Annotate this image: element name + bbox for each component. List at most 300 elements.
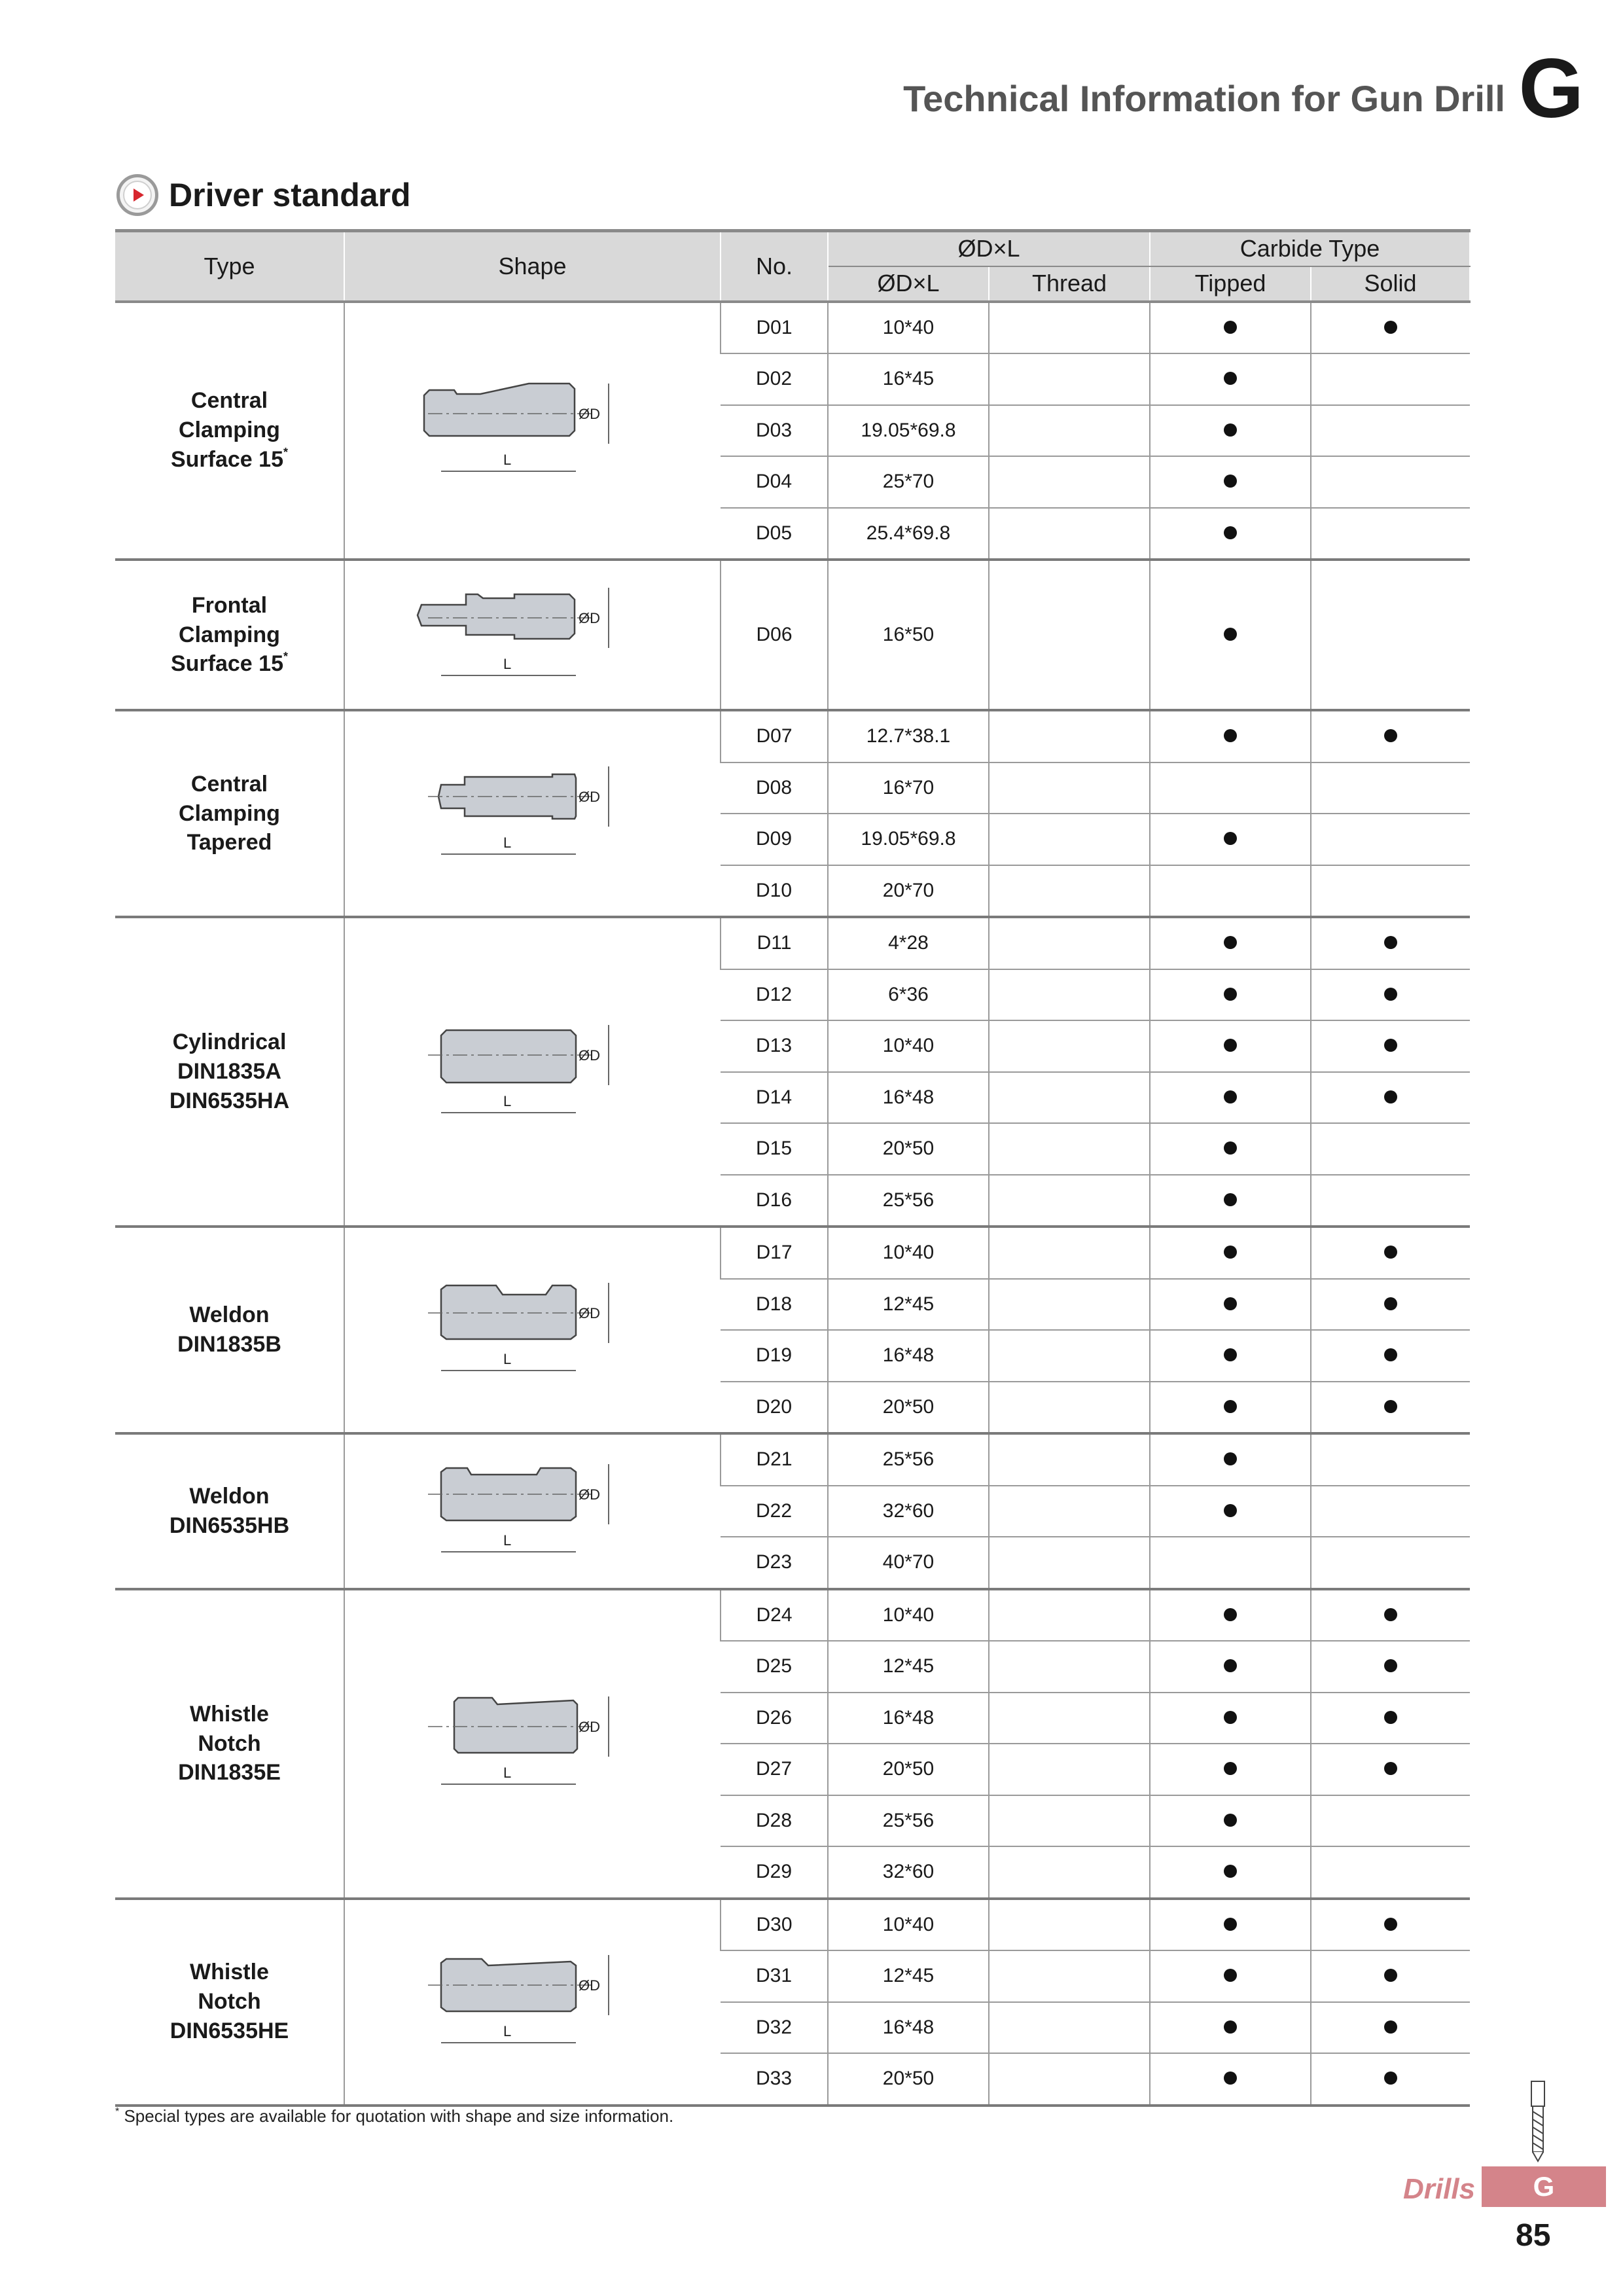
diameter-label: ØD bbox=[578, 1305, 600, 1321]
part-number-cell: D28 bbox=[721, 1795, 828, 1847]
type-label-line: DIN1835E bbox=[178, 1760, 281, 1785]
diameter-label: ØD bbox=[578, 789, 600, 805]
table-row bbox=[115, 917, 1470, 969]
driver-shape-diagram bbox=[415, 376, 651, 480]
solid-cell bbox=[1311, 1227, 1470, 1279]
type-cell bbox=[115, 1589, 344, 1899]
part-number-cell: D27 bbox=[721, 1744, 828, 1795]
footnote-marker: * bbox=[115, 2106, 120, 2117]
availability-dot-icon bbox=[1224, 832, 1237, 845]
availability-dot-icon bbox=[1224, 475, 1237, 488]
part-number-cell: D25 bbox=[721, 1641, 828, 1693]
availability-dot-icon bbox=[1224, 988, 1237, 1001]
dimension-cell: 19.05*69.8 bbox=[828, 405, 989, 457]
solid-cell bbox=[1311, 1020, 1470, 1072]
solid-cell bbox=[1311, 508, 1470, 560]
thread-cell bbox=[989, 1072, 1150, 1124]
thread-cell bbox=[989, 2053, 1150, 2106]
thread-cell bbox=[989, 1486, 1150, 1537]
type-label-line: Tapered bbox=[187, 830, 272, 855]
thread-cell bbox=[989, 1123, 1150, 1175]
type-label-line: DIN6535HE bbox=[169, 2018, 289, 2043]
availability-dot-icon bbox=[1224, 1141, 1237, 1155]
availability-dot-icon bbox=[1384, 1608, 1397, 1621]
thread-cell bbox=[989, 405, 1150, 457]
type-label-line: Clamping bbox=[179, 800, 280, 826]
tipped-cell bbox=[1150, 456, 1311, 508]
solid-cell bbox=[1311, 456, 1470, 508]
table-row bbox=[115, 1227, 1470, 1279]
dimension-cell: 12*45 bbox=[828, 1641, 989, 1693]
part-number-cell: D15 bbox=[721, 1123, 828, 1175]
table-row bbox=[115, 302, 1470, 354]
solid-cell bbox=[1311, 814, 1470, 865]
driver-body-outline bbox=[441, 1285, 576, 1339]
shape-cell bbox=[344, 1589, 721, 1899]
availability-dot-icon bbox=[1384, 1969, 1397, 1982]
dimension-cell: 10*40 bbox=[828, 1020, 989, 1072]
length-label: L bbox=[503, 1351, 511, 1367]
dimension-cell: 12.7*38.1 bbox=[828, 710, 989, 762]
part-number-cell: D17 bbox=[721, 1227, 828, 1279]
thread-cell bbox=[989, 508, 1150, 560]
availability-dot-icon bbox=[1224, 372, 1237, 385]
part-number-cell: D26 bbox=[721, 1693, 828, 1744]
footnote-marker: * bbox=[283, 650, 288, 664]
part-number-cell: D07 bbox=[721, 710, 828, 762]
tipped-cell bbox=[1150, 2002, 1311, 2054]
availability-dot-icon bbox=[1224, 1297, 1237, 1310]
availability-dot-icon bbox=[1224, 1814, 1237, 1827]
header-dxl: ØD×L bbox=[828, 266, 989, 302]
solid-cell bbox=[1311, 917, 1470, 969]
availability-dot-icon bbox=[1384, 1246, 1397, 1259]
thread-cell bbox=[989, 353, 1150, 405]
tipped-cell bbox=[1150, 1846, 1311, 1899]
part-number-cell: D09 bbox=[721, 814, 828, 865]
solid-cell bbox=[1311, 1486, 1470, 1537]
footnote-text: Special types are available for quotation with shape and size information. bbox=[119, 2106, 674, 2126]
header-no: No. bbox=[721, 231, 828, 302]
thread-cell bbox=[989, 1589, 1150, 1641]
thread-cell bbox=[989, 917, 1150, 969]
length-label: L bbox=[503, 1092, 511, 1109]
part-number-cell: D29 bbox=[721, 1846, 828, 1899]
solid-cell bbox=[1311, 1589, 1470, 1641]
section-title: Driver standard bbox=[169, 177, 411, 213]
diameter-label: ØD bbox=[578, 610, 600, 626]
thread-cell bbox=[989, 1899, 1150, 1951]
solid-cell bbox=[1311, 1744, 1470, 1795]
solid-cell bbox=[1311, 1537, 1470, 1589]
part-number-cell: D02 bbox=[721, 353, 828, 405]
shape-cell bbox=[344, 560, 721, 710]
part-number-cell: D11 bbox=[721, 917, 828, 969]
availability-dot-icon bbox=[1224, 1504, 1237, 1517]
dimension-cell: 20*70 bbox=[828, 865, 989, 918]
type-label-line: Weldon bbox=[189, 1483, 270, 1509]
tipped-cell bbox=[1150, 762, 1311, 814]
driver-shape-diagram bbox=[415, 580, 651, 685]
availability-dot-icon bbox=[1384, 1039, 1397, 1052]
availability-dot-icon bbox=[1384, 1090, 1397, 1103]
table-row bbox=[115, 710, 1470, 762]
availability-dot-icon bbox=[1384, 729, 1397, 742]
part-number-cell: D18 bbox=[721, 1279, 828, 1331]
diameter-label: ØD bbox=[578, 1486, 600, 1503]
solid-cell bbox=[1311, 1330, 1470, 1382]
solid-cell bbox=[1311, 1641, 1470, 1693]
part-number-cell: D14 bbox=[721, 1072, 828, 1124]
length-label: L bbox=[503, 834, 511, 851]
driver-body-outline bbox=[454, 1698, 577, 1753]
header-thread: Thread bbox=[989, 266, 1150, 302]
availability-dot-icon bbox=[1384, 1918, 1397, 1931]
availability-dot-icon bbox=[1224, 1348, 1237, 1361]
tipped-cell bbox=[1150, 1330, 1311, 1382]
thread-cell bbox=[989, 1846, 1150, 1899]
dimension-cell: 40*70 bbox=[828, 1537, 989, 1589]
availability-dot-icon bbox=[1224, 1918, 1237, 1931]
type-label-line: Weldon bbox=[189, 1302, 270, 1328]
solid-cell bbox=[1311, 1846, 1470, 1899]
tipped-cell bbox=[1150, 1227, 1311, 1279]
dimension-cell: 16*45 bbox=[828, 353, 989, 405]
type-label-line: Notch bbox=[198, 1731, 261, 1756]
tipped-cell bbox=[1150, 1123, 1311, 1175]
footer-chapter-tab: G bbox=[1482, 2166, 1606, 2207]
solid-cell bbox=[1311, 1382, 1470, 1434]
part-number-cell: D03 bbox=[721, 405, 828, 457]
solid-cell bbox=[1311, 1899, 1470, 1951]
availability-dot-icon bbox=[1224, 1246, 1237, 1259]
type-cell bbox=[115, 917, 344, 1227]
solid-cell bbox=[1311, 969, 1470, 1021]
type-label-line: Clamping bbox=[179, 418, 280, 443]
type-label-line: Cylindrical bbox=[172, 1030, 287, 1055]
table-row bbox=[115, 1899, 1470, 1951]
table-row bbox=[115, 560, 1470, 710]
driver-body-outline bbox=[418, 594, 575, 639]
availability-dot-icon bbox=[1384, 988, 1397, 1001]
driver-shape-diagram bbox=[415, 1456, 651, 1561]
availability-dot-icon bbox=[1224, 628, 1237, 641]
shape-cell bbox=[344, 1227, 721, 1433]
thread-cell bbox=[989, 1744, 1150, 1795]
type-label-line: DIN6535HB bbox=[169, 1513, 290, 1538]
part-number-cell: D13 bbox=[721, 1020, 828, 1072]
type-cell bbox=[115, 1433, 344, 1589]
availability-dot-icon bbox=[1224, 321, 1237, 334]
thread-cell bbox=[989, 865, 1150, 918]
type-cell bbox=[115, 302, 344, 560]
type-cell bbox=[115, 710, 344, 917]
part-number-cell: D01 bbox=[721, 302, 828, 354]
header-type: Type bbox=[115, 231, 344, 302]
availability-dot-icon bbox=[1224, 1711, 1237, 1724]
tipped-cell bbox=[1150, 1693, 1311, 1744]
tipped-cell bbox=[1150, 1175, 1311, 1227]
availability-dot-icon bbox=[1384, 1711, 1397, 1724]
table-body bbox=[115, 302, 1470, 2106]
shape-cell bbox=[344, 302, 721, 560]
shape-cell bbox=[344, 1899, 721, 2106]
solid-cell bbox=[1311, 865, 1470, 918]
solid-cell bbox=[1311, 1072, 1470, 1124]
dimension-cell: 4*28 bbox=[828, 917, 989, 969]
tipped-cell bbox=[1150, 814, 1311, 865]
thread-cell bbox=[989, 1175, 1150, 1227]
type-label-line: Clamping bbox=[179, 622, 280, 647]
tipped-cell bbox=[1150, 508, 1311, 560]
tipped-cell bbox=[1150, 1279, 1311, 1331]
type-label-line: Notch bbox=[198, 1989, 261, 2015]
solid-cell bbox=[1311, 353, 1470, 405]
driver-shape-diagram bbox=[415, 759, 651, 863]
thread-cell bbox=[989, 762, 1150, 814]
drill-bit-icon bbox=[1525, 2079, 1551, 2164]
part-number-cell: D20 bbox=[721, 1382, 828, 1434]
tipped-cell bbox=[1150, 1744, 1311, 1795]
availability-dot-icon bbox=[1224, 1039, 1237, 1052]
dimension-cell: 16*70 bbox=[828, 762, 989, 814]
solid-cell bbox=[1311, 405, 1470, 457]
tipped-cell bbox=[1150, 1899, 1311, 1951]
length-label: L bbox=[503, 2022, 511, 2039]
dimension-cell: 10*40 bbox=[828, 1899, 989, 1951]
part-number-cell: D04 bbox=[721, 456, 828, 508]
thread-cell bbox=[989, 1279, 1150, 1331]
availability-dot-icon bbox=[1224, 1400, 1237, 1413]
dimension-cell: 25.4*69.8 bbox=[828, 508, 989, 560]
tipped-cell bbox=[1150, 1795, 1311, 1847]
dimension-cell: 12*45 bbox=[828, 1950, 989, 2002]
dimension-cell: 16*48 bbox=[828, 1330, 989, 1382]
thread-cell bbox=[989, 560, 1150, 710]
tipped-cell bbox=[1150, 1589, 1311, 1641]
thread-cell bbox=[989, 1537, 1150, 1589]
solid-cell bbox=[1311, 302, 1470, 354]
tipped-cell bbox=[1150, 917, 1311, 969]
dimension-cell: 16*50 bbox=[828, 560, 989, 710]
dimension-cell: 32*60 bbox=[828, 1846, 989, 1899]
availability-dot-icon bbox=[1384, 1297, 1397, 1310]
page-header-title: Technical Information for Gun Drill bbox=[903, 78, 1505, 119]
type-label-line: Whistle bbox=[190, 1960, 269, 1985]
tipped-cell bbox=[1150, 353, 1311, 405]
tipped-cell bbox=[1150, 1537, 1311, 1589]
part-number-cell: D30 bbox=[721, 1899, 828, 1951]
thread-cell bbox=[989, 2002, 1150, 2054]
dimension-cell: 25*56 bbox=[828, 1795, 989, 1847]
thread-cell bbox=[989, 1433, 1150, 1486]
diameter-label: ØD bbox=[578, 405, 600, 422]
thread-cell bbox=[989, 814, 1150, 865]
type-label-line: Surface 15 bbox=[170, 651, 283, 677]
availability-dot-icon bbox=[1224, 1452, 1237, 1465]
solid-cell bbox=[1311, 1795, 1470, 1847]
thread-cell bbox=[989, 456, 1150, 508]
thread-cell bbox=[989, 1641, 1150, 1693]
type-label-line: DIN1835B bbox=[177, 1332, 281, 1357]
header-dxl-group: ØD×L bbox=[828, 231, 1150, 266]
thread-cell bbox=[989, 969, 1150, 1021]
type-label-line: DIN1835A bbox=[177, 1059, 281, 1085]
dimension-cell: 16*48 bbox=[828, 1693, 989, 1744]
availability-dot-icon bbox=[1384, 2072, 1397, 2085]
thread-cell bbox=[989, 1693, 1150, 1744]
solid-cell bbox=[1311, 560, 1470, 710]
play-bullet-icon bbox=[116, 174, 158, 216]
type-label-line: DIN6535HA bbox=[169, 1088, 290, 1113]
dimension-cell: 20*50 bbox=[828, 1382, 989, 1434]
tipped-cell bbox=[1150, 1382, 1311, 1434]
availability-dot-icon bbox=[1224, 526, 1237, 539]
solid-cell bbox=[1311, 762, 1470, 814]
tipped-cell bbox=[1150, 1433, 1311, 1486]
header-tipped: Tipped bbox=[1150, 266, 1311, 302]
part-number-cell: D21 bbox=[721, 1433, 828, 1486]
part-number-cell: D31 bbox=[721, 1950, 828, 2002]
availability-dot-icon bbox=[1224, 1969, 1237, 1982]
dimension-cell: 20*50 bbox=[828, 1744, 989, 1795]
part-number-cell: D06 bbox=[721, 560, 828, 710]
tipped-cell bbox=[1150, 2053, 1311, 2106]
tipped-cell bbox=[1150, 969, 1311, 1021]
part-number-cell: D32 bbox=[721, 2002, 828, 2054]
availability-dot-icon bbox=[1224, 1762, 1237, 1775]
part-number-cell: D33 bbox=[721, 2053, 828, 2106]
thread-cell bbox=[989, 710, 1150, 762]
thread-cell bbox=[989, 1382, 1150, 1434]
driver-standard-table bbox=[115, 229, 1471, 2107]
tipped-cell bbox=[1150, 302, 1311, 354]
dimension-cell: 10*40 bbox=[828, 1589, 989, 1641]
dimension-cell: 16*48 bbox=[828, 2002, 989, 2054]
length-label: L bbox=[503, 1765, 511, 1781]
availability-dot-icon bbox=[1224, 1608, 1237, 1621]
type-label-line: Central bbox=[190, 388, 268, 414]
solid-cell bbox=[1311, 1279, 1470, 1331]
solid-cell bbox=[1311, 1693, 1470, 1744]
tipped-cell bbox=[1150, 405, 1311, 457]
shape-cell bbox=[344, 917, 721, 1227]
dimension-cell: 10*40 bbox=[828, 1227, 989, 1279]
driver-body-outline bbox=[424, 384, 575, 436]
dimension-cell: 6*36 bbox=[828, 969, 989, 1021]
part-number-cell: D05 bbox=[721, 508, 828, 560]
tipped-cell bbox=[1150, 1950, 1311, 2002]
footer-category: Drills bbox=[1403, 2173, 1476, 2205]
thread-cell bbox=[989, 1950, 1150, 2002]
availability-dot-icon bbox=[1224, 936, 1237, 949]
availability-dot-icon bbox=[1384, 321, 1397, 334]
thread-cell bbox=[989, 1330, 1150, 1382]
availability-dot-icon bbox=[1224, 2020, 1237, 2034]
dimension-cell: 20*50 bbox=[828, 1123, 989, 1175]
solid-cell bbox=[1311, 1950, 1470, 2002]
availability-dot-icon bbox=[1224, 1193, 1237, 1206]
dimension-cell: 19.05*69.8 bbox=[828, 814, 989, 865]
length-label: L bbox=[503, 656, 511, 672]
chapter-letter: G bbox=[1518, 42, 1584, 135]
thread-cell bbox=[989, 1795, 1150, 1847]
tipped-cell bbox=[1150, 710, 1311, 762]
solid-cell bbox=[1311, 1123, 1470, 1175]
availability-dot-icon bbox=[1384, 936, 1397, 949]
thread-cell bbox=[989, 1227, 1150, 1279]
tipped-cell bbox=[1150, 865, 1311, 918]
solid-cell bbox=[1311, 2002, 1470, 2054]
availability-dot-icon bbox=[1384, 1659, 1397, 1672]
driver-shape-diagram bbox=[415, 1947, 651, 2052]
type-label-line: Central bbox=[190, 771, 268, 797]
footnote-marker: * bbox=[283, 446, 288, 459]
dimension-cell: 10*40 bbox=[828, 302, 989, 354]
availability-dot-icon bbox=[1384, 1400, 1397, 1413]
solid-cell bbox=[1311, 2053, 1470, 2106]
availability-dot-icon bbox=[1384, 1762, 1397, 1775]
thread-cell bbox=[989, 302, 1150, 354]
tipped-cell bbox=[1150, 560, 1311, 710]
type-label-line: Surface 15 bbox=[170, 447, 283, 473]
driver-shape-diagram bbox=[415, 1017, 651, 1122]
availability-dot-icon bbox=[1384, 1348, 1397, 1361]
footnote bbox=[115, 2106, 673, 2126]
tipped-cell bbox=[1150, 1072, 1311, 1124]
part-number-cell: D24 bbox=[721, 1589, 828, 1641]
part-number-cell: D22 bbox=[721, 1486, 828, 1537]
tipped-cell bbox=[1150, 1641, 1311, 1693]
section-heading bbox=[116, 174, 411, 216]
header-shape: Shape bbox=[344, 231, 721, 302]
driver-shape-diagram bbox=[415, 1689, 651, 1793]
type-label-line: Frontal bbox=[191, 592, 268, 618]
part-number-cell: D08 bbox=[721, 762, 828, 814]
shape-cell bbox=[344, 710, 721, 917]
type-cell bbox=[115, 1227, 344, 1433]
type-cell bbox=[115, 560, 344, 710]
tipped-cell bbox=[1150, 1020, 1311, 1072]
page-number: 85 bbox=[1516, 2218, 1551, 2253]
availability-dot-icon bbox=[1224, 729, 1237, 742]
header-carbide-group: Carbide Type bbox=[1150, 231, 1470, 266]
header-solid: Solid bbox=[1311, 266, 1470, 302]
dimension-cell: 32*60 bbox=[828, 1486, 989, 1537]
availability-dot-icon bbox=[1224, 1659, 1237, 1672]
driver-shape-diagram bbox=[415, 1275, 651, 1380]
dimension-cell: 12*45 bbox=[828, 1279, 989, 1331]
dimension-cell: 25*56 bbox=[828, 1175, 989, 1227]
diameter-label: ØD bbox=[578, 1977, 600, 1994]
dimension-cell: 20*50 bbox=[828, 2053, 989, 2106]
driver-body-outline bbox=[441, 1030, 576, 1083]
solid-cell bbox=[1311, 1175, 1470, 1227]
availability-dot-icon bbox=[1384, 2020, 1397, 2034]
availability-dot-icon bbox=[1224, 1865, 1237, 1878]
type-cell bbox=[115, 1899, 344, 2106]
availability-dot-icon bbox=[1224, 423, 1237, 437]
shape-cell bbox=[344, 1433, 721, 1589]
table-row bbox=[115, 1589, 1470, 1641]
dimension-cell: 25*70 bbox=[828, 456, 989, 508]
solid-cell bbox=[1311, 1433, 1470, 1486]
dimension-cell: 25*56 bbox=[828, 1433, 989, 1486]
diameter-label: ØD bbox=[578, 1047, 600, 1064]
part-number-cell: D16 bbox=[721, 1175, 828, 1227]
diameter-label: ØD bbox=[578, 1719, 600, 1735]
part-number-cell: D12 bbox=[721, 969, 828, 1021]
